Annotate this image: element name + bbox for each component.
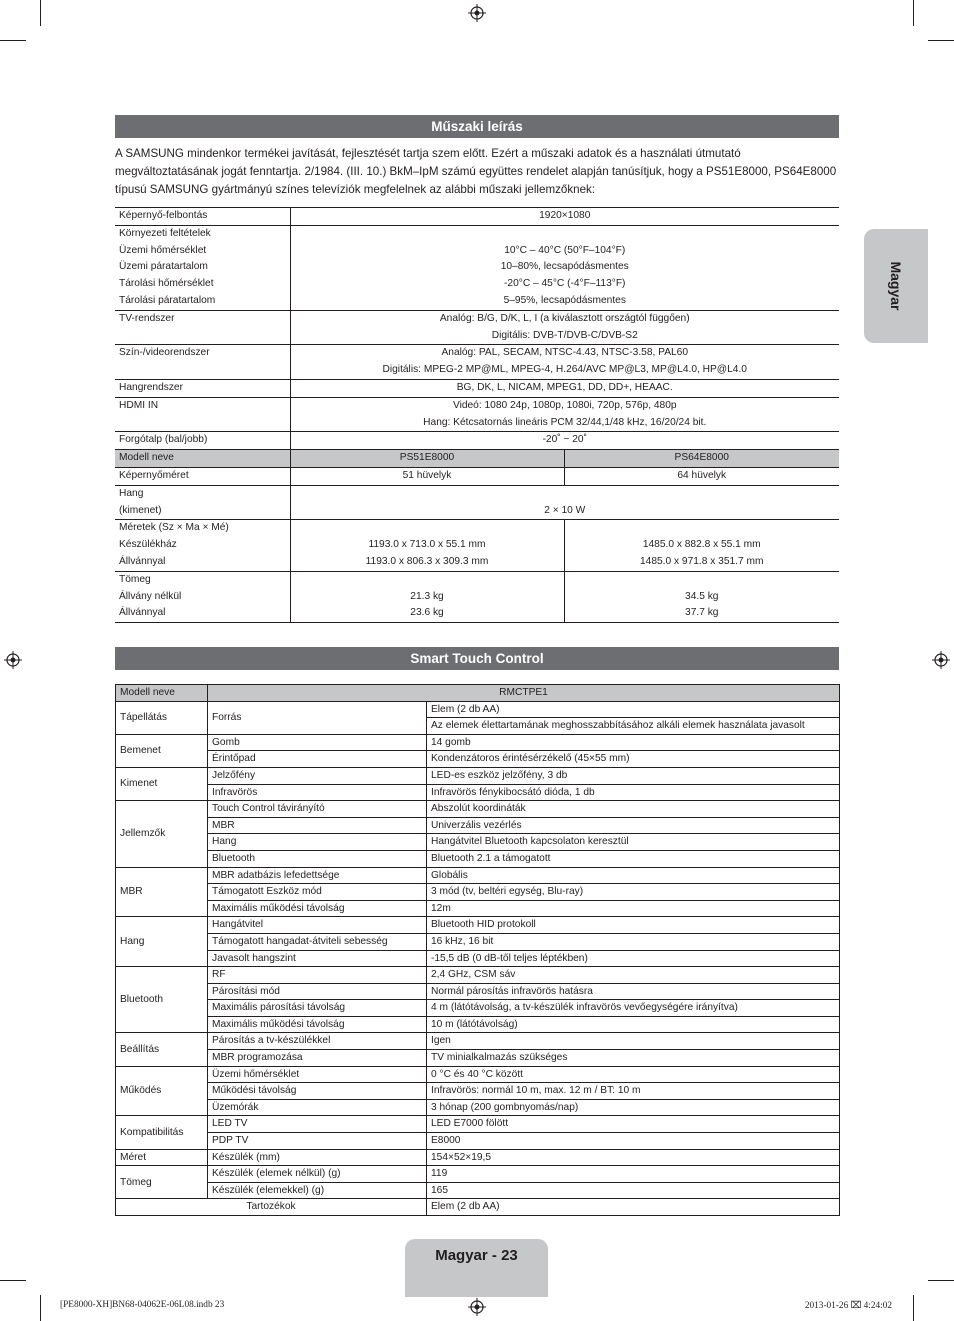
spec-label-line: Hang: [119, 487, 144, 499]
category-cell: Tápellátás: [116, 701, 208, 734]
table-row: [116, 1000, 840, 1017]
category-cell: Kompatibilitás: [116, 1116, 208, 1149]
value-cell: Abszolút koordináták: [427, 801, 840, 818]
feature-cell: Érintőpad: [208, 751, 427, 768]
spec-value-line: 10–80%, lecsapódásmentes: [500, 261, 629, 273]
footer-timestamp: 2013-01-26 ⌧ 4:24:02: [804, 1301, 892, 1311]
spec-value-line: 10°C – 40°C (50°F–104°F): [504, 244, 626, 256]
spec-value: [564, 571, 839, 622]
value-cell: 119: [427, 1166, 840, 1183]
spec-value: [290, 520, 564, 571]
table-row: [116, 1149, 840, 1166]
value-cell: Globális: [427, 867, 840, 884]
value-cell: 3 hónap (200 gombnyomás/nap): [427, 1099, 840, 1116]
feature-cell: Készülék (elemekkel) (g): [208, 1182, 427, 1199]
table-row: [115, 467, 839, 485]
smart-touch-control-table: [115, 684, 840, 1216]
table-row: [116, 1083, 840, 1100]
table-row: [116, 867, 840, 884]
value-cell: Elem (2 db AA): [427, 701, 840, 718]
feature-cell: Jelzőfény: [208, 767, 427, 784]
spec-label-line: Állvánnyal: [119, 555, 166, 567]
spec-label-line: Üzemi hőmérséklet: [119, 244, 207, 256]
feature-cell: Bluetooth: [208, 850, 427, 867]
specs-table: [115, 207, 839, 623]
table-header-row: [115, 450, 839, 468]
value-cell: LED E7000 fölött: [427, 1116, 840, 1133]
value-cell: 14 gomb: [427, 734, 840, 751]
table-row: [116, 933, 840, 950]
feature-cell: Javasolt hangszint: [208, 950, 427, 967]
category-cell: Beállítás: [116, 1033, 208, 1066]
table-row: [116, 900, 840, 917]
feature-cell: Párosítási mód: [208, 983, 427, 1000]
intro-paragraph: A SAMSUNG mindenkor termékei javítását, fejlesztését tartja szem előtt. Ezért a műszaki adatok és a használati útmutató megváltoztatásának jogát fenntartja. 2/1984. (III. 10.) BkM–IpM számú együttes rendelet alapján tanúsítjuk, hogy a PS51E8000, PS64E8000 típusú SAMSUNG gyártmányú színes televíziók megfelelnek az alábbi műszaki jellemzőknek:: [115, 147, 837, 196]
feature-cell: Készülék (elemek nélkül) (g): [208, 1166, 427, 1183]
table-row: [116, 967, 840, 984]
feature-cell: Forrás: [208, 701, 427, 734]
spec-label: [115, 571, 290, 622]
table-row: [116, 917, 840, 934]
table-row: [116, 767, 840, 784]
table-row: [116, 801, 840, 818]
feature-cell: Maximális párosítási távolság: [208, 1000, 427, 1017]
spec-value-line: 34.5 kg: [685, 590, 719, 602]
registration-mark-icon: [932, 651, 950, 669]
spec-value-line: Hang: Kétcsatornás lineáris PCM 32/44,1/48 kHz, 16/20/24 bit.: [423, 416, 707, 428]
table-row: [115, 520, 839, 571]
registration-mark-icon: [4, 651, 22, 669]
spec-label: Modell neve: [115, 450, 290, 468]
table-row: [115, 432, 839, 450]
value-cell: Bluetooth 2.1 a támogatott: [427, 850, 840, 867]
table-row: [115, 379, 839, 397]
feature-cell: MBR programozása: [208, 1050, 427, 1067]
category-cell: Méret: [116, 1149, 208, 1166]
table-row: [116, 1066, 840, 1083]
value-cell: Az elemek élettartamának meghosszabbításához alkáli elemek használata javasolt: [427, 718, 840, 735]
feature-cell: Támogatott hangadat-átviteli sebesség: [208, 933, 427, 950]
spec-value-line: Videó: 1080 24p, 1080p, 1080i, 720p, 576p, 480p: [452, 399, 677, 411]
table-row: [116, 817, 840, 834]
table-row: [115, 225, 839, 310]
spec-value-line: -20°C – 45°C (-4°F–113°F): [504, 278, 626, 290]
section-title-specs: Műszaki leírás: [115, 115, 839, 138]
feature-cell: Gomb: [208, 734, 427, 751]
page-number-label: Magyar - 23: [435, 1247, 518, 1264]
feature-cell: Hang: [208, 834, 427, 851]
spec-value: 2 × 10 W: [290, 485, 839, 520]
table-header-row: [116, 685, 840, 702]
spec-label-line: Üzemi páratartalom: [119, 261, 208, 273]
crop-mark: [928, 1280, 954, 1281]
category-cell: Jellemzők: [116, 801, 208, 867]
spec-value-line: 21.3 kg: [410, 590, 444, 602]
language-side-tab: [864, 229, 928, 343]
value-cell: -15,5 dB (0 dB-től teljes léptékben): [427, 950, 840, 967]
spec-value: 1920×1080: [290, 208, 839, 226]
feature-cell: Maximális működési távolság: [208, 1016, 427, 1033]
spec-label-line: (kimenet): [119, 504, 162, 516]
spec-value-line: Digitális: DVB-T/DVB-C/DVB-S2: [491, 329, 638, 341]
spec-value: BG, DK, L, NICAM, MPEG1, DD, DD+, HEAAC.: [290, 379, 839, 397]
model-name-b: PS64E8000: [564, 450, 839, 468]
spec-value-line: 1193.0 x 713.0 x 55.1 mm: [368, 539, 486, 551]
spec-label-line: Állvány nélkül: [119, 590, 182, 602]
value-cell: 154×52×19,5: [427, 1149, 840, 1166]
value-cell: Igen: [427, 1033, 840, 1050]
spec-value-line: Analóg: B/G, D/K, L, I (a kiválasztott országtól függően): [439, 312, 690, 324]
spec-label-line: Méretek (Sz × Ma × Mé): [119, 522, 229, 534]
value-cell: Kondenzátoros érintésérzékelő (45×55 mm): [427, 751, 840, 768]
table-row: [115, 571, 839, 622]
crop-mark: [40, 1295, 41, 1321]
table-row: [116, 701, 840, 718]
spec-label: Hangrendszer: [115, 379, 290, 397]
language-side-tab-label: Magyar: [888, 261, 904, 311]
feature-cell: RF: [208, 967, 427, 984]
table-row: [116, 1199, 840, 1216]
spec-value: [564, 520, 839, 571]
category-cell: Bemenet: [116, 734, 208, 767]
value-cell: 12m: [427, 900, 840, 917]
category-cell: Kimenet: [116, 767, 208, 800]
value-cell: LED-es eszköz jelzőfény, 3 db: [427, 767, 840, 784]
crop-mark: [928, 40, 954, 41]
spec-label: Szín-/videorendszer: [115, 345, 290, 380]
spec-value: 51 hüvelyk: [290, 467, 564, 485]
table-row: [115, 397, 839, 432]
value-cell: Bluetooth HID protokoll: [427, 917, 840, 934]
spec-label: Képernyő-felbontás: [119, 210, 208, 221]
value-cell: Univerzális vezérlés: [427, 817, 840, 834]
value-cell: 16 kHz, 16 bit: [427, 933, 840, 950]
spec-value-line: Digitális: MPEG-2 MP@ML, MPEG-4, H.264/AVC MP@L3, MP@L4.0, HP@L4.0: [382, 364, 747, 376]
table-row: [116, 784, 840, 801]
feature-cell: Infravörös: [208, 784, 427, 801]
spec-value: [290, 571, 564, 622]
category-cell: Működés: [116, 1066, 208, 1116]
feature-cell: Készülék (mm): [208, 1149, 427, 1166]
feature-cell: Hangátvitel: [208, 917, 427, 934]
model-label: Modell neve: [116, 685, 208, 702]
spec-label-line: Tárolási páratartalom: [119, 294, 216, 306]
value-cell: Infravörös: normál 10 m, max. 12 m / BT: 10 m: [427, 1083, 840, 1100]
table-row: [116, 1033, 840, 1050]
table-row: [116, 850, 840, 867]
table-row: [116, 1116, 840, 1133]
section-title-smart-touch-control: Smart Touch Control: [115, 647, 839, 670]
spec-label-line: Környezeti feltételek: [119, 227, 211, 239]
spec-value-line: 1485.0 x 882.8 x 55.1 mm: [642, 539, 761, 551]
spec-value: 64 hüvelyk: [564, 467, 839, 485]
table-row: [115, 208, 839, 226]
model-value: RMCTPE1: [208, 685, 840, 702]
spec-value-line: 37.7 kg: [685, 607, 719, 619]
accessories-label: Tartozékok: [116, 1199, 427, 1216]
spec-value: [290, 225, 839, 310]
registration-mark-icon: [468, 1298, 486, 1316]
feature-cell: Működési távolság: [208, 1083, 427, 1100]
value-cell: 0 °C és 40 °C között: [427, 1066, 840, 1083]
category-cell: Hang: [116, 917, 208, 967]
registration-mark-icon: [468, 4, 486, 22]
crop-mark: [913, 0, 914, 26]
feature-cell: Párosítás a tv-készülékkel: [208, 1033, 427, 1050]
crop-mark: [0, 1280, 26, 1281]
feature-cell: Üzemi hőmérséklet: [208, 1066, 427, 1083]
table-row: [115, 345, 839, 380]
value-cell: 3 mód (tv, beltéri egység, Blu-ray): [427, 884, 840, 901]
feature-cell: Támogatott Eszköz mód: [208, 884, 427, 901]
category-cell: Tömeg: [116, 1166, 208, 1199]
feature-cell: Üzemórák: [208, 1099, 427, 1116]
spec-label: [115, 520, 290, 571]
spec-label-line: Tömeg: [119, 573, 151, 585]
table-row: [116, 884, 840, 901]
value-cell: Infravörös fénykibocsátó dióda, 1 db: [427, 784, 840, 801]
spec-label-line: Állvánnyal: [119, 607, 166, 619]
table-row: [116, 834, 840, 851]
spec-label: Képernyőméret: [115, 467, 290, 485]
feature-cell: Maximális működési távolság: [208, 900, 427, 917]
value-cell: TV minialkalmazás szükséges: [427, 1050, 840, 1067]
table-row: [115, 310, 839, 345]
spec-value: -20˚ ~ 20˚: [290, 432, 839, 450]
table-row: [116, 983, 840, 1000]
spec-label: HDMI IN: [115, 397, 290, 432]
table-row: [116, 1099, 840, 1116]
table-row: [116, 734, 840, 751]
spec-label: Forgótalp (bal/jobb): [115, 432, 290, 450]
value-cell: Normál párosítás infravörös hatásra: [427, 983, 840, 1000]
spec-value-line: Analóg: PAL, SECAM, NTSC-4.43, NTSC-3.58, PAL60: [441, 347, 688, 359]
crop-mark: [0, 40, 26, 41]
accessories-value: Elem (2 db AA): [427, 1199, 840, 1216]
table-row: [116, 1050, 840, 1067]
spec-value: [290, 310, 839, 345]
spec-label: [115, 225, 290, 310]
model-name-a: PS51E8000: [290, 450, 564, 468]
spec-value-line: 1193.0 x 806.3 x 309.3 mm: [365, 555, 489, 567]
value-cell: 165: [427, 1182, 840, 1199]
spec-label: [115, 485, 290, 520]
spec-value-line: 5–95%, lecsapódásmentes: [503, 294, 626, 306]
page-number-tab: [405, 1239, 548, 1297]
table-row: [116, 1133, 840, 1150]
footer-file-info: [PE8000-XH]BN68-04062E-06L08.indb 23: [60, 1300, 225, 1310]
feature-cell: LED TV: [208, 1116, 427, 1133]
table-row: [116, 950, 840, 967]
feature-cell: MBR: [208, 817, 427, 834]
spec-value-line: 23.6 kg: [410, 607, 444, 619]
table-row: [116, 1166, 840, 1183]
table-row: [116, 1182, 840, 1199]
value-cell: 4 m (látótávolság, a tv-készülék infravörös vevőegységére irányítva): [427, 1000, 840, 1017]
feature-cell: PDP TV: [208, 1133, 427, 1150]
category-cell: MBR: [116, 867, 208, 917]
table-row: [116, 751, 840, 768]
value-cell: 2,4 GHz, CSM sáv: [427, 967, 840, 984]
table-row: [116, 1016, 840, 1033]
spec-value-line: 1485.0 x 971.8 x 351.7 mm: [640, 555, 764, 567]
spec-value: [290, 345, 839, 380]
spec-label-line: Készülékház: [119, 539, 177, 551]
feature-cell: Touch Control távirányító: [208, 801, 427, 818]
value-cell: 10 m (látótávolság): [427, 1016, 840, 1033]
value-cell: Hangátvitel Bluetooth kapcsolaton keresztül: [427, 834, 840, 851]
feature-cell: MBR adatbázis lefedettsége: [208, 867, 427, 884]
crop-mark: [913, 1295, 914, 1321]
table-row: [115, 485, 839, 520]
spec-label: TV-rendszer: [115, 310, 290, 345]
spec-label-line: Tárolási hőmérséklet: [119, 278, 214, 290]
spec-value: [290, 397, 839, 432]
category-cell: Bluetooth: [116, 967, 208, 1033]
crop-mark: [40, 0, 41, 26]
value-cell: E8000: [427, 1133, 840, 1150]
